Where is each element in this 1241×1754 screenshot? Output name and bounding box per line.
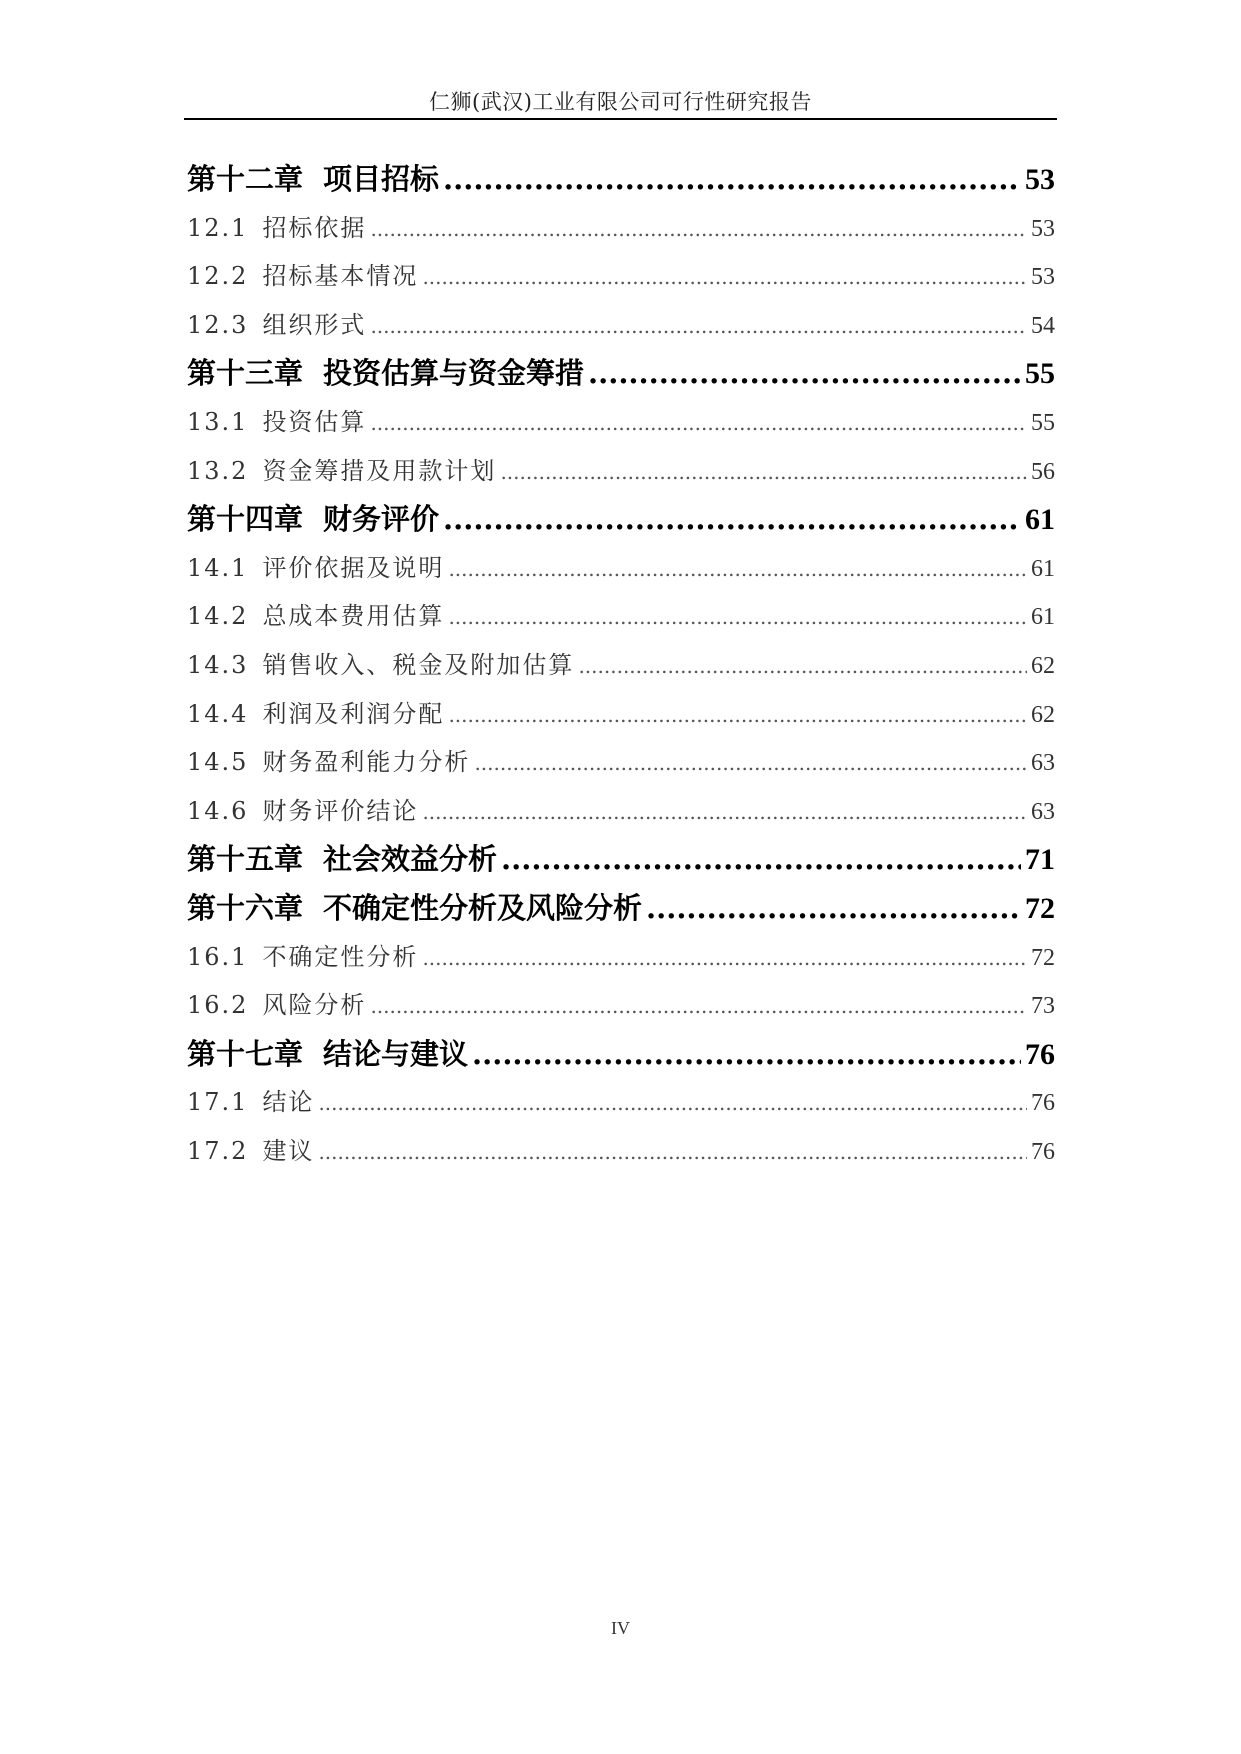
toc-entry-title: 建议 bbox=[262, 1136, 315, 1165]
toc-dot-leader bbox=[501, 835, 1021, 884]
toc-chapter-entry[interactable] bbox=[187, 495, 1055, 544]
toc-chapter-entry[interactable] bbox=[187, 884, 1055, 933]
toc-page-number: 76 bbox=[1031, 1138, 1055, 1165]
toc-section-entry[interactable] bbox=[187, 544, 1055, 593]
toc-page-number: 61 bbox=[1031, 555, 1055, 582]
toc-entry-number: 第十七章 bbox=[187, 1036, 304, 1071]
toc-page-number: 63 bbox=[1031, 798, 1055, 825]
toc-page-number: 54 bbox=[1031, 312, 1055, 339]
toc-page-number: 73 bbox=[1031, 993, 1055, 1020]
toc-entry-title: 总成本费用估算 bbox=[262, 602, 445, 631]
toc-entry-label bbox=[187, 544, 444, 593]
toc-entry-title: 财务评价结论 bbox=[262, 796, 419, 825]
toc-dot-leader bbox=[448, 593, 1027, 642]
toc-page-number: 53 bbox=[1031, 215, 1055, 242]
toc-entry-title: 投资估算与资金筹措 bbox=[323, 356, 585, 391]
toc-dot-leader bbox=[422, 788, 1027, 837]
toc-entry-number: 第十三章 bbox=[187, 356, 304, 391]
toc-chapter-entry[interactable] bbox=[187, 835, 1055, 884]
toc-entry-label bbox=[187, 349, 584, 398]
toc-chapter-entry[interactable] bbox=[187, 155, 1055, 204]
toc-entry-number: 第十五章 bbox=[187, 842, 304, 877]
toc-dot-leader bbox=[474, 739, 1027, 788]
toc-entry-title: 招标依据 bbox=[262, 213, 367, 242]
toc-entry-number: 14.1 bbox=[187, 553, 249, 582]
toc-entry-label bbox=[187, 495, 439, 544]
toc-entry-label bbox=[187, 981, 366, 1030]
toc-entry-title: 结论与建议 bbox=[323, 1036, 469, 1071]
toc-page-number: 55 bbox=[1025, 357, 1055, 391]
toc-page-number: 55 bbox=[1031, 409, 1055, 436]
toc-entry-title: 财务评价 bbox=[323, 502, 440, 537]
toc-dot-leader bbox=[500, 448, 1027, 497]
toc-dot-leader bbox=[578, 642, 1027, 691]
toc-entry-title: 资金筹措及用款计划 bbox=[262, 456, 497, 485]
toc-entry-title: 财务盈利能力分析 bbox=[262, 748, 471, 777]
toc-entry-number: 13.2 bbox=[187, 456, 249, 485]
toc-section-entry[interactable] bbox=[187, 641, 1055, 690]
toc-dot-leader bbox=[370, 982, 1027, 1031]
toc-entry-number: 17.2 bbox=[187, 1136, 249, 1165]
toc-page-number: 76 bbox=[1025, 1037, 1055, 1071]
toc-page-number: 76 bbox=[1031, 1090, 1055, 1117]
toc-page-number: 72 bbox=[1031, 944, 1055, 971]
toc-dot-leader bbox=[370, 205, 1027, 254]
toc-chapter-entry[interactable] bbox=[187, 1030, 1055, 1079]
toc-entry-label bbox=[187, 252, 418, 301]
toc-entry-title: 组织形式 bbox=[262, 310, 367, 339]
running-header: 仁狮(武汉)工业有限公司可行性研究报告 bbox=[429, 90, 812, 114]
toc-page-number: 62 bbox=[1031, 701, 1055, 728]
toc-dot-leader bbox=[443, 155, 1021, 204]
toc-dot-leader bbox=[448, 691, 1027, 740]
toc-entry-number: 第十二章 bbox=[187, 162, 304, 196]
toc-entry-label bbox=[187, 592, 444, 641]
toc-entry-label bbox=[187, 204, 366, 253]
toc-page-number: 61 bbox=[1025, 503, 1055, 537]
toc-entry-label bbox=[187, 738, 470, 787]
toc-entry-title: 评价依据及说明 bbox=[262, 553, 445, 582]
toc-section-entry[interactable] bbox=[187, 592, 1055, 641]
toc-section-entry[interactable] bbox=[187, 447, 1055, 496]
toc-entry-label bbox=[187, 301, 366, 350]
toc-entry-label bbox=[187, 447, 496, 496]
toc-entry-number: 12.2 bbox=[187, 262, 249, 291]
toc-entry-label bbox=[187, 933, 418, 982]
toc-entry-number: 第十六章 bbox=[187, 890, 304, 925]
toc-entry-number: 14.6 bbox=[187, 796, 249, 825]
toc-dot-leader bbox=[318, 1128, 1027, 1177]
toc-section-entry[interactable] bbox=[187, 933, 1055, 982]
page-number: IV bbox=[611, 1618, 630, 1638]
toc-entry-title: 社会效益分析 bbox=[323, 842, 498, 877]
toc-entry-number: 17.1 bbox=[187, 1088, 249, 1117]
toc-section-entry[interactable] bbox=[187, 252, 1055, 301]
toc-dot-leader bbox=[443, 495, 1021, 544]
toc-chapter-entry[interactable] bbox=[187, 349, 1055, 398]
toc-entry-title: 不确定性分析及风险分析 bbox=[323, 890, 643, 925]
toc-entry-label bbox=[187, 155, 439, 204]
toc-page-number: 53 bbox=[1025, 163, 1055, 196]
toc-section-entry[interactable] bbox=[187, 1078, 1055, 1127]
toc-section-entry[interactable] bbox=[187, 1127, 1055, 1176]
toc-page-number: 72 bbox=[1025, 891, 1055, 925]
toc-entry-label bbox=[187, 884, 642, 933]
toc-page-number: 63 bbox=[1031, 750, 1055, 777]
toc-dot-leader bbox=[318, 1079, 1027, 1128]
toc-entry-title: 风险分析 bbox=[262, 991, 367, 1020]
toc-dot-leader bbox=[448, 545, 1027, 594]
toc-entry-title: 招标基本情况 bbox=[262, 262, 419, 291]
toc-dot-leader bbox=[422, 253, 1027, 302]
toc-entry-label bbox=[187, 398, 366, 447]
toc-page-number: 53 bbox=[1031, 264, 1055, 291]
table-of-contents bbox=[187, 155, 1055, 1175]
toc-page-number: 56 bbox=[1031, 458, 1055, 485]
toc-entry-label bbox=[187, 1030, 468, 1079]
toc-entry-number: 第十四章 bbox=[187, 502, 304, 537]
toc-dot-leader bbox=[588, 349, 1021, 398]
toc-section-entry[interactable] bbox=[187, 690, 1055, 739]
toc-entry-label bbox=[187, 641, 574, 690]
header-rule bbox=[184, 118, 1057, 120]
toc-page-number: 62 bbox=[1031, 652, 1055, 679]
toc-entry-label bbox=[187, 1127, 314, 1176]
toc-entry-number: 14.4 bbox=[187, 699, 249, 728]
toc-entry-number: 14.3 bbox=[187, 650, 249, 679]
toc-dot-leader bbox=[370, 399, 1027, 448]
toc-entry-title: 项目招标 bbox=[323, 162, 440, 196]
toc-entry-label bbox=[187, 1078, 314, 1127]
toc-section-entry[interactable] bbox=[187, 787, 1055, 836]
toc-entry-label bbox=[187, 787, 418, 836]
toc-entry-label bbox=[187, 835, 497, 884]
toc-entry-number: 12.1 bbox=[187, 213, 249, 242]
toc-entry-title: 利润及利润分配 bbox=[262, 699, 445, 728]
toc-entry-number: 13.1 bbox=[187, 407, 249, 436]
toc-page-number: 71 bbox=[1025, 843, 1055, 877]
toc-dot-leader bbox=[646, 884, 1021, 933]
toc-entry-number: 14.2 bbox=[187, 602, 249, 631]
toc-entry-number: 16.2 bbox=[187, 991, 249, 1020]
toc-entry-title: 销售收入、税金及附加估算 bbox=[262, 650, 575, 679]
toc-entry-label bbox=[187, 690, 444, 739]
toc-entry-title: 结论 bbox=[262, 1088, 315, 1117]
toc-dot-leader bbox=[422, 934, 1027, 983]
toc-dot-leader bbox=[370, 302, 1027, 351]
toc-section-entry[interactable] bbox=[187, 398, 1055, 447]
toc-entry-number: 14.5 bbox=[187, 748, 249, 777]
toc-dot-leader bbox=[472, 1030, 1021, 1079]
toc-section-entry[interactable] bbox=[187, 204, 1055, 253]
toc-section-entry[interactable] bbox=[187, 738, 1055, 787]
toc-page-number: 61 bbox=[1031, 604, 1055, 631]
toc-entry-title: 投资估算 bbox=[262, 407, 367, 436]
toc-entry-number: 16.1 bbox=[187, 942, 249, 971]
toc-entry-number: 12.3 bbox=[187, 310, 249, 339]
toc-section-entry[interactable] bbox=[187, 301, 1055, 350]
toc-section-entry[interactable] bbox=[187, 981, 1055, 1030]
toc-entry-title: 不确定性分析 bbox=[262, 942, 419, 971]
